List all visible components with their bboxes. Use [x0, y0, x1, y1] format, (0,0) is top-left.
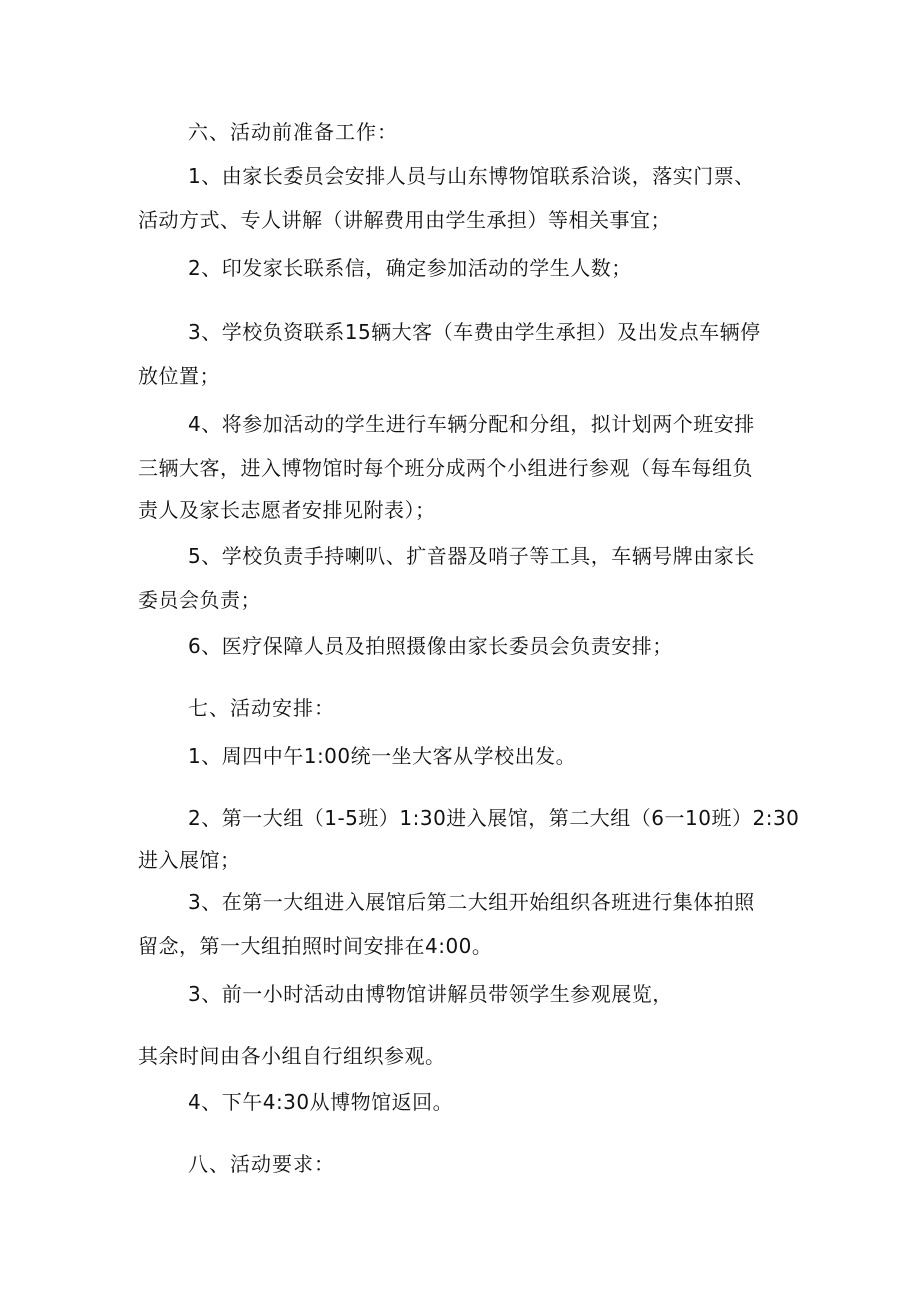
item-7-3-line-1: 3、在第一大组进入展馆后第二大组开始组织各班进行集体拍照 — [188, 890, 755, 914]
item-6-1-line-1: 1、由家长委员会安排人员与山东博物馆联系洽谈，落实门票、 — [188, 164, 755, 188]
item-6-4-line-1: 4、将参加活动的学生进行车辆分配和分组，拟计划两个班安排 — [188, 412, 755, 436]
item-7-2-line-1: 2、第一大组（1-5班）1:30进入展馆，第二大组（6一10班）2:30 — [188, 806, 800, 830]
item-7-3-line-2: 留念，第一大组拍照时间安排在4:00。 — [138, 934, 493, 958]
section-heading-6: 六、活动前准备工作： — [188, 120, 398, 144]
item-7-2-line-2: 进入展馆； — [138, 848, 241, 872]
item-6-3-line-2: 放位置； — [138, 364, 220, 388]
item-7-4-line-1: 3、前一小时活动由博物馆讲解员带领学生参观展览， — [188, 982, 673, 1006]
item-6-6-line-1: 6、医疗保障人员及拍照摄像由家长委员会负责安排； — [188, 634, 673, 658]
section-heading-8: 八、活动要求： — [188, 1152, 335, 1176]
item-6-4-line-2: 三辆大客，进入博物馆时每个班分成两个小组进行参观（每车每组负 — [138, 456, 753, 480]
item-6-4-line-3: 责人及家长志愿者安排见附表）； — [138, 498, 436, 522]
item-7-4-line-2: 其余时间由各小组自行组织参观。 — [138, 1044, 446, 1068]
item-7-5-line-1: 4、下午4:30从博物馆返回。 — [188, 1090, 454, 1114]
item-6-5-line-2: 委员会负责； — [138, 588, 261, 612]
item-7-1-line-1: 1、周四中午1:00统一坐大客从学校出发。 — [188, 744, 577, 768]
item-6-2-line-1: 2、印发家长联系信，确定参加活动的学生人数； — [188, 256, 632, 280]
item-6-1-line-2: 活动方式、专人讲解（讲解费用由学生承担）等相关事宜； — [138, 208, 671, 232]
item-6-3-line-1: 3、学校负资联系15辆大客（车费由学生承担）及出发点车辆停 — [188, 320, 761, 344]
item-6-5-line-1: 5、学校负责手持喇叭、扩音器及哨子等工具，车辆号牌由家长 — [188, 544, 755, 568]
section-heading-7: 七、活动安排： — [188, 696, 335, 720]
